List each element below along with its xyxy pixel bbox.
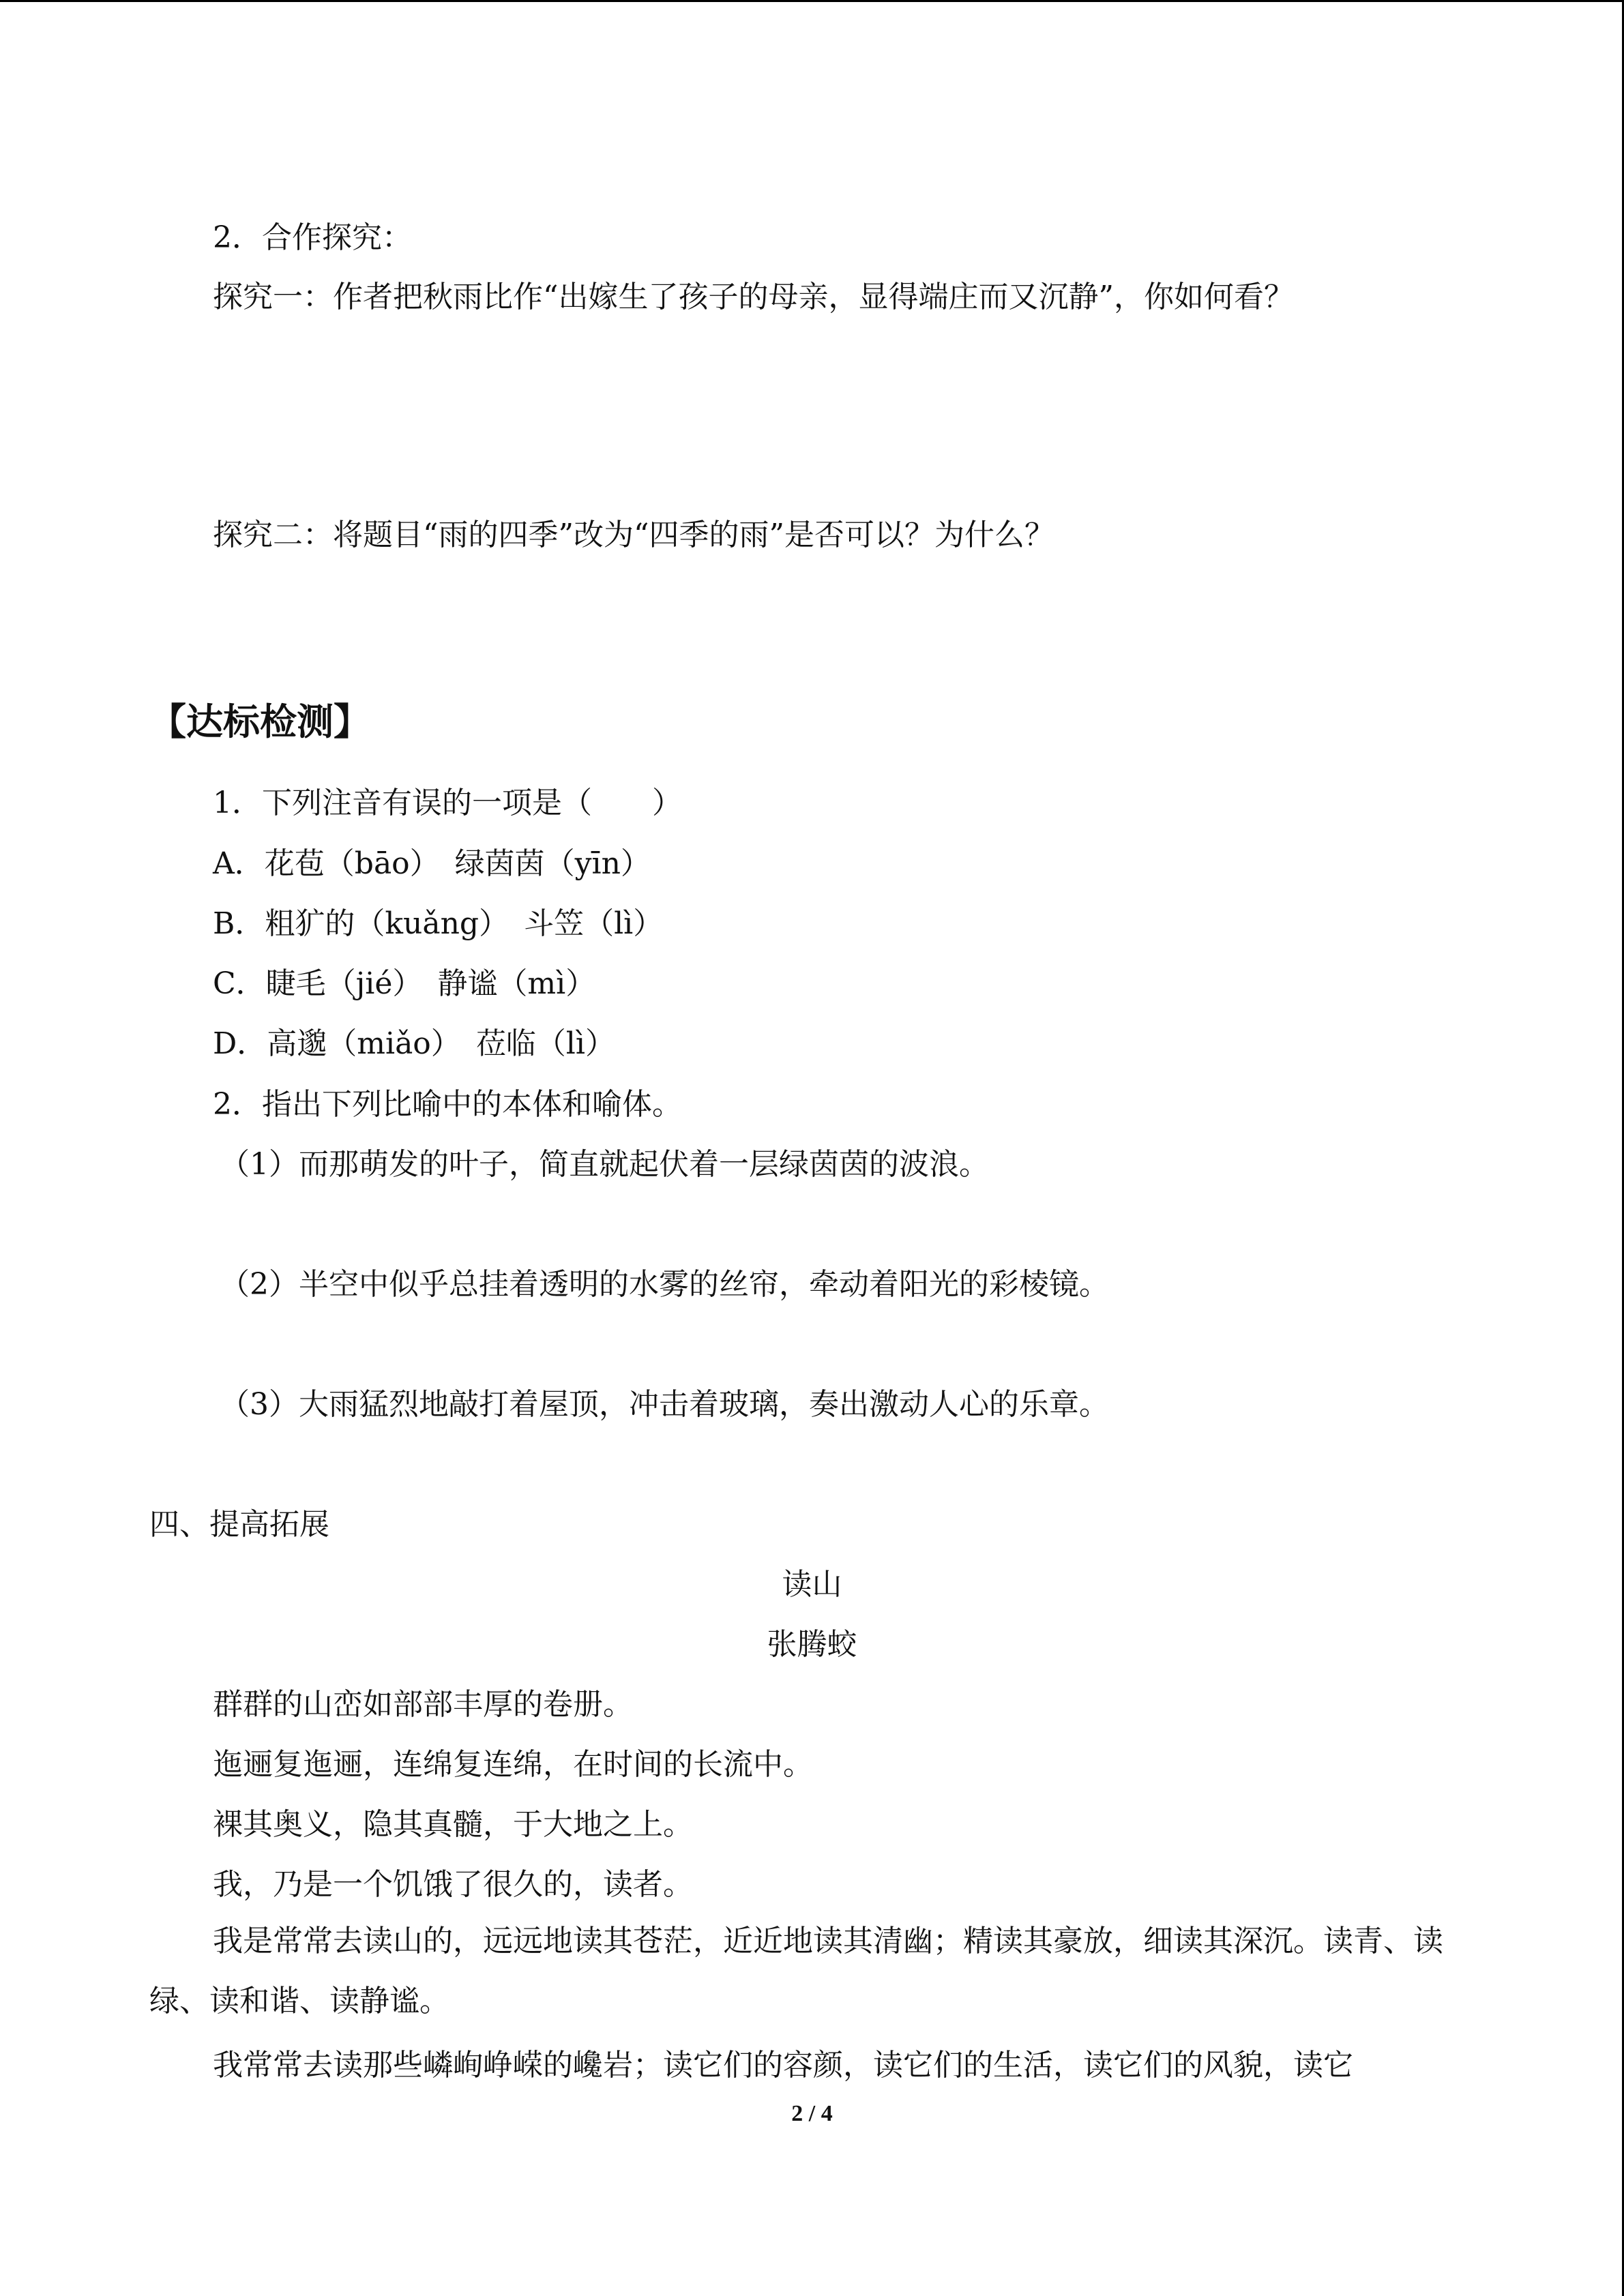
page-number: 2 / 4: [791, 2101, 833, 2126]
article-title: 读山: [782, 1567, 842, 1602]
paragraph: 迤逦复迤逦，连绵复连绵，在时间的长流中。: [213, 1747, 813, 1782]
sub-question-2: （2）半空中似乎总挂着透明的水雾的丝帘，牵动着阳光的彩棱镜。: [220, 1267, 1109, 1302]
extension-header: 四、提高拓展: [149, 1507, 329, 1542]
paragraph: 我常常去读那些嶙峋峥嵘的巉岩；读它们的容颜，读它们的生活，读它们的风貌，读它: [213, 2048, 1353, 2083]
option-d: D．高邈（miǎo） 莅临（lì）: [213, 1026, 615, 1061]
inquiry-question-1: 探究一：作者把秋雨比作“出嫁生了孩子的母亲，显得端庄而又沉静”，你如何看？: [213, 280, 1294, 314]
sub-question-3: （3）大雨猛烈地敲打着屋顶，冲击着玻璃，奏出激动人心的乐章。: [220, 1387, 1109, 1422]
section-title: 【达标检测】: [149, 700, 370, 743]
sub-question-1: （1）而那萌发的叶子，简直就起伏着一层绿茵茵的波浪。: [220, 1147, 989, 1182]
option-a: A．花苞（bāo） 绿茵茵（yīn）: [213, 846, 651, 881]
option-c: C．睫毛（jié） 静谧（mì）: [213, 966, 596, 1001]
inquiry-header: 2．合作探究：: [213, 220, 412, 255]
paragraph: 裸其奥义，隐其真髓，于大地之上。: [213, 1807, 693, 1842]
paragraph: 群群的山峦如部部丰厚的卷册。: [213, 1687, 633, 1722]
article-author: 张腾蛟: [767, 1627, 857, 1662]
inquiry-question-2: 探究二：将题目“雨的四季”改为“四季的雨”是否可以？为什么？: [213, 518, 1054, 552]
test-question-2: 2．指出下列比喻中的本体和喻体。: [213, 1087, 682, 1122]
paragraph: 我是常常去读山的，远远地读其苍茫，近近地读其清幽；精读其豪放，细读其深沉。读青、读绿、读和谐、读静谧。: [149, 1924, 1443, 2018]
paragraph: 我，乃是一个饥饿了很久的，读者。: [213, 1867, 693, 1902]
option-b: B．粗犷的（kuǎng） 斗笠（lì）: [213, 906, 664, 941]
test-question-1: 1．下列注音有误的一项是（ ）: [213, 786, 682, 820]
